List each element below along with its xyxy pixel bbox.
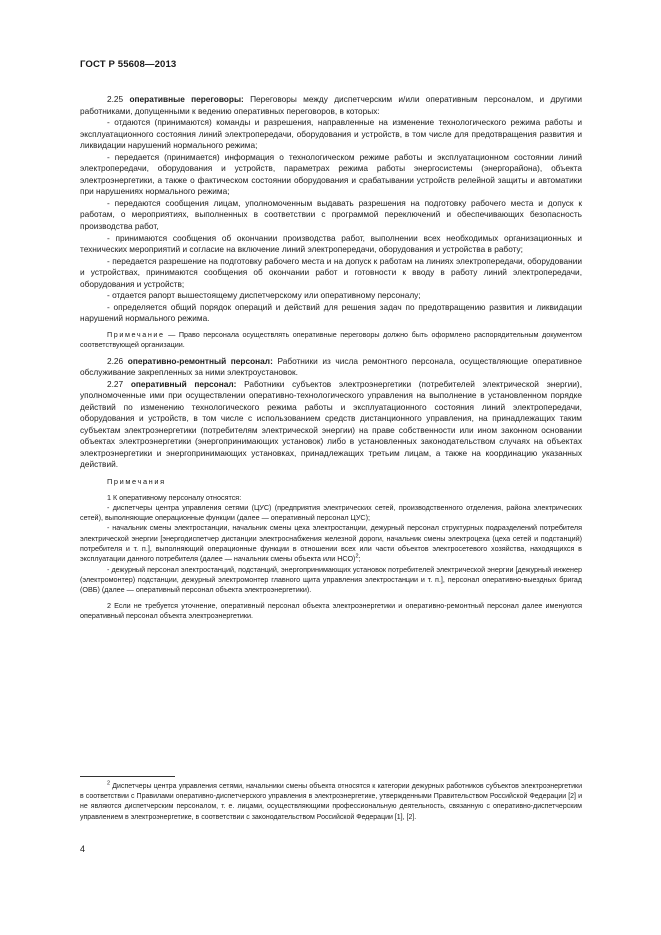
note-1-intro: 1 К оперативному персоналу относятся: (107, 492, 242, 502)
list-item: - отдаются (принимаются) команды и разрешения, направленные на изменение технологического режима работы и эксплуатационного состояния линий электропередачи, оборудования и устройств, в том числе для предотвращения развития и ликвидации нарушений нормального режима; (80, 117, 582, 151)
section-number: 2.26 (107, 355, 124, 366)
note-label: Примечание (107, 329, 165, 339)
section-2-26 (80, 356, 582, 379)
footnote-text: Диспетчеры центра управления сетями, начальники смены объекта относятся к категории дежурных работников субъектов электроэнергетики в соответствии с Правилами оперативно-диспетчерского управления в электроэнергетике, утвержденными Правительством Российской Федерации [2] и не являются диспетчерским персоналом, т. е. лицами, осуществляющими профессиональную деятельность, связанную с оперативно-диспетчерским управлением в электроэнергетике, в соответствии с законодательством Российской Федерации [1], [2]. (80, 783, 582, 821)
term: оперативно-ремонтный персонал: (127, 355, 273, 366)
definition-text: Переговоры между диспетчерским и/или оперативным персоналом, и другими работниками, допущенными к ведению оперативных переговоров, в которых: (80, 94, 582, 116)
section-2-25 (80, 94, 582, 117)
term: оперативный персонал: (130, 378, 237, 389)
note-1-item: - начальник смены электростанции, начальник смены цеха электростанции, дежурный персонал структурных подразделений потребителя электрической энергии [энергодиспетчер дистанции электроснабжения железной дороги, начальник смены электроцеха (цеха сетей и подстанций) потребителя и т. п.], выполняющий операционные функции в отношении всех или части объектов электросетевого хозяйства, находящихся в эксплуатации данного потребителя (далее — начальник смены объекта или НСО)$^2$; (80, 523, 582, 564)
section-2-27 (80, 379, 582, 471)
note-1-item: - диспетчеры центра управления сетями (ЦУС) (предприятия электрических сетей, производственного отделения, района электрических сетей), выполняющие операционные функции (далее — оперативный персонал ЦУС); (80, 502, 582, 523)
list-item: - передаются сообщения лицам, уполномоченным выдавать разрешения на подготовку рабочего места и допуск к работам, о мероприятиях, выполненных в соответствии с программой переключений и обеспечивающих безопасность производства работ, (80, 197, 582, 232)
body-text (80, 94, 582, 621)
footnote-mark: 2 (107, 780, 111, 787)
term: оперативные переговоры: (129, 94, 244, 104)
page-number: 4 (80, 844, 86, 854)
notes-heading: Примечания (107, 477, 166, 486)
list-item: - определяется общий порядок операций и действий для решения задач по предотвращению развития и ликвидации нарушений нормального режима. (80, 301, 582, 324)
note-2: 2 Если не требуется уточнение, оперативный персонал объекта электроэнергетики и оперативно-ремонтный персонал далее именуются оперативный персонал объекта электроэнергетики. (80, 600, 582, 620)
note (80, 330, 582, 351)
section-number: 2.27 (107, 378, 124, 389)
footnote-ref[interactable]: 2 (355, 553, 359, 560)
definition-text: Работники из числа ремонтного персонала, осуществляющие оперативное обслуживание закрепленных за ними электроустановок. (80, 355, 583, 378)
footnote-divider (80, 776, 175, 777)
footnote (80, 782, 582, 823)
section-number: 2.25 (107, 94, 124, 104)
list-item: - передается (принимается) информация о технологическом режиме работы и эксплуатационном состоянии линий электропередачи, оборудования и устройств, параметрах режима работы энергосистемы (энергорайона), объекта электроэнергетики, а также о фактическом состоянии оборудования и срабатывании устройств релейной защиты и автоматики при нарушениях нормального режима; (80, 151, 582, 197)
list-item: - принимаются сообщения об окончании производства работ, выполнении всех необходимых организационных и технических мероприятий и согласие на включение линий электропередачи, оборудования и устройства в работу; (80, 232, 582, 255)
definition-text: Работники субъектов электроэнергетики (потребителей электрической энергии), уполномоченные ими при осуществлении оперативно-технологического управления на выполнение в установленном порядке действий по изменению технологического режима работы и эксплуатационного состояния линий электропередачи, оборудования и устройств, в том числе с использованием средств дистанционного управления, на принадлежащих таким субъектам электроэнергетики (потребителям электрической энергии) на праве собственности или ином законном основании объектах электроэнергетики (энергопринимающих установок) либо в установленных законодательством случаях на объектах электроэнергетики и энергопринимающих установках, принадлежащих третьим лицам, а также на координацию указанных действий. (80, 378, 582, 470)
list-item: - отдается рапорт вышестоящему диспетчерскому или оперативному персоналу; (107, 290, 421, 301)
note-1-item: - дежурный персонал электростанций, подстанций, энергопринимающих установок потребителей электрической энергии [дежурный инженер (электромонтер) подстанции, дежурный электромонтер главного щита управления электростанции и т. п.], персонал оперативно-выездных бригад (ОВБ) (далее — оперативный персонал объекта электроэнергетики). (80, 564, 582, 595)
note-text: — Право персонала осуществлять оперативные переговоры должно быть оформлено распорядительным документом соответствующей организации. (80, 329, 582, 350)
list-item: - передается разрешение на подготовку рабочего места и на допуск к работам на линиях электропередачи, оборудовании и устройствах, принимаются сообщения об окончании работ и готовности к вводу в работу линий электропередачи, оборудования и устройств; (80, 255, 582, 289)
standard-header: ГОСТ Р 55608—2013 (80, 59, 177, 70)
